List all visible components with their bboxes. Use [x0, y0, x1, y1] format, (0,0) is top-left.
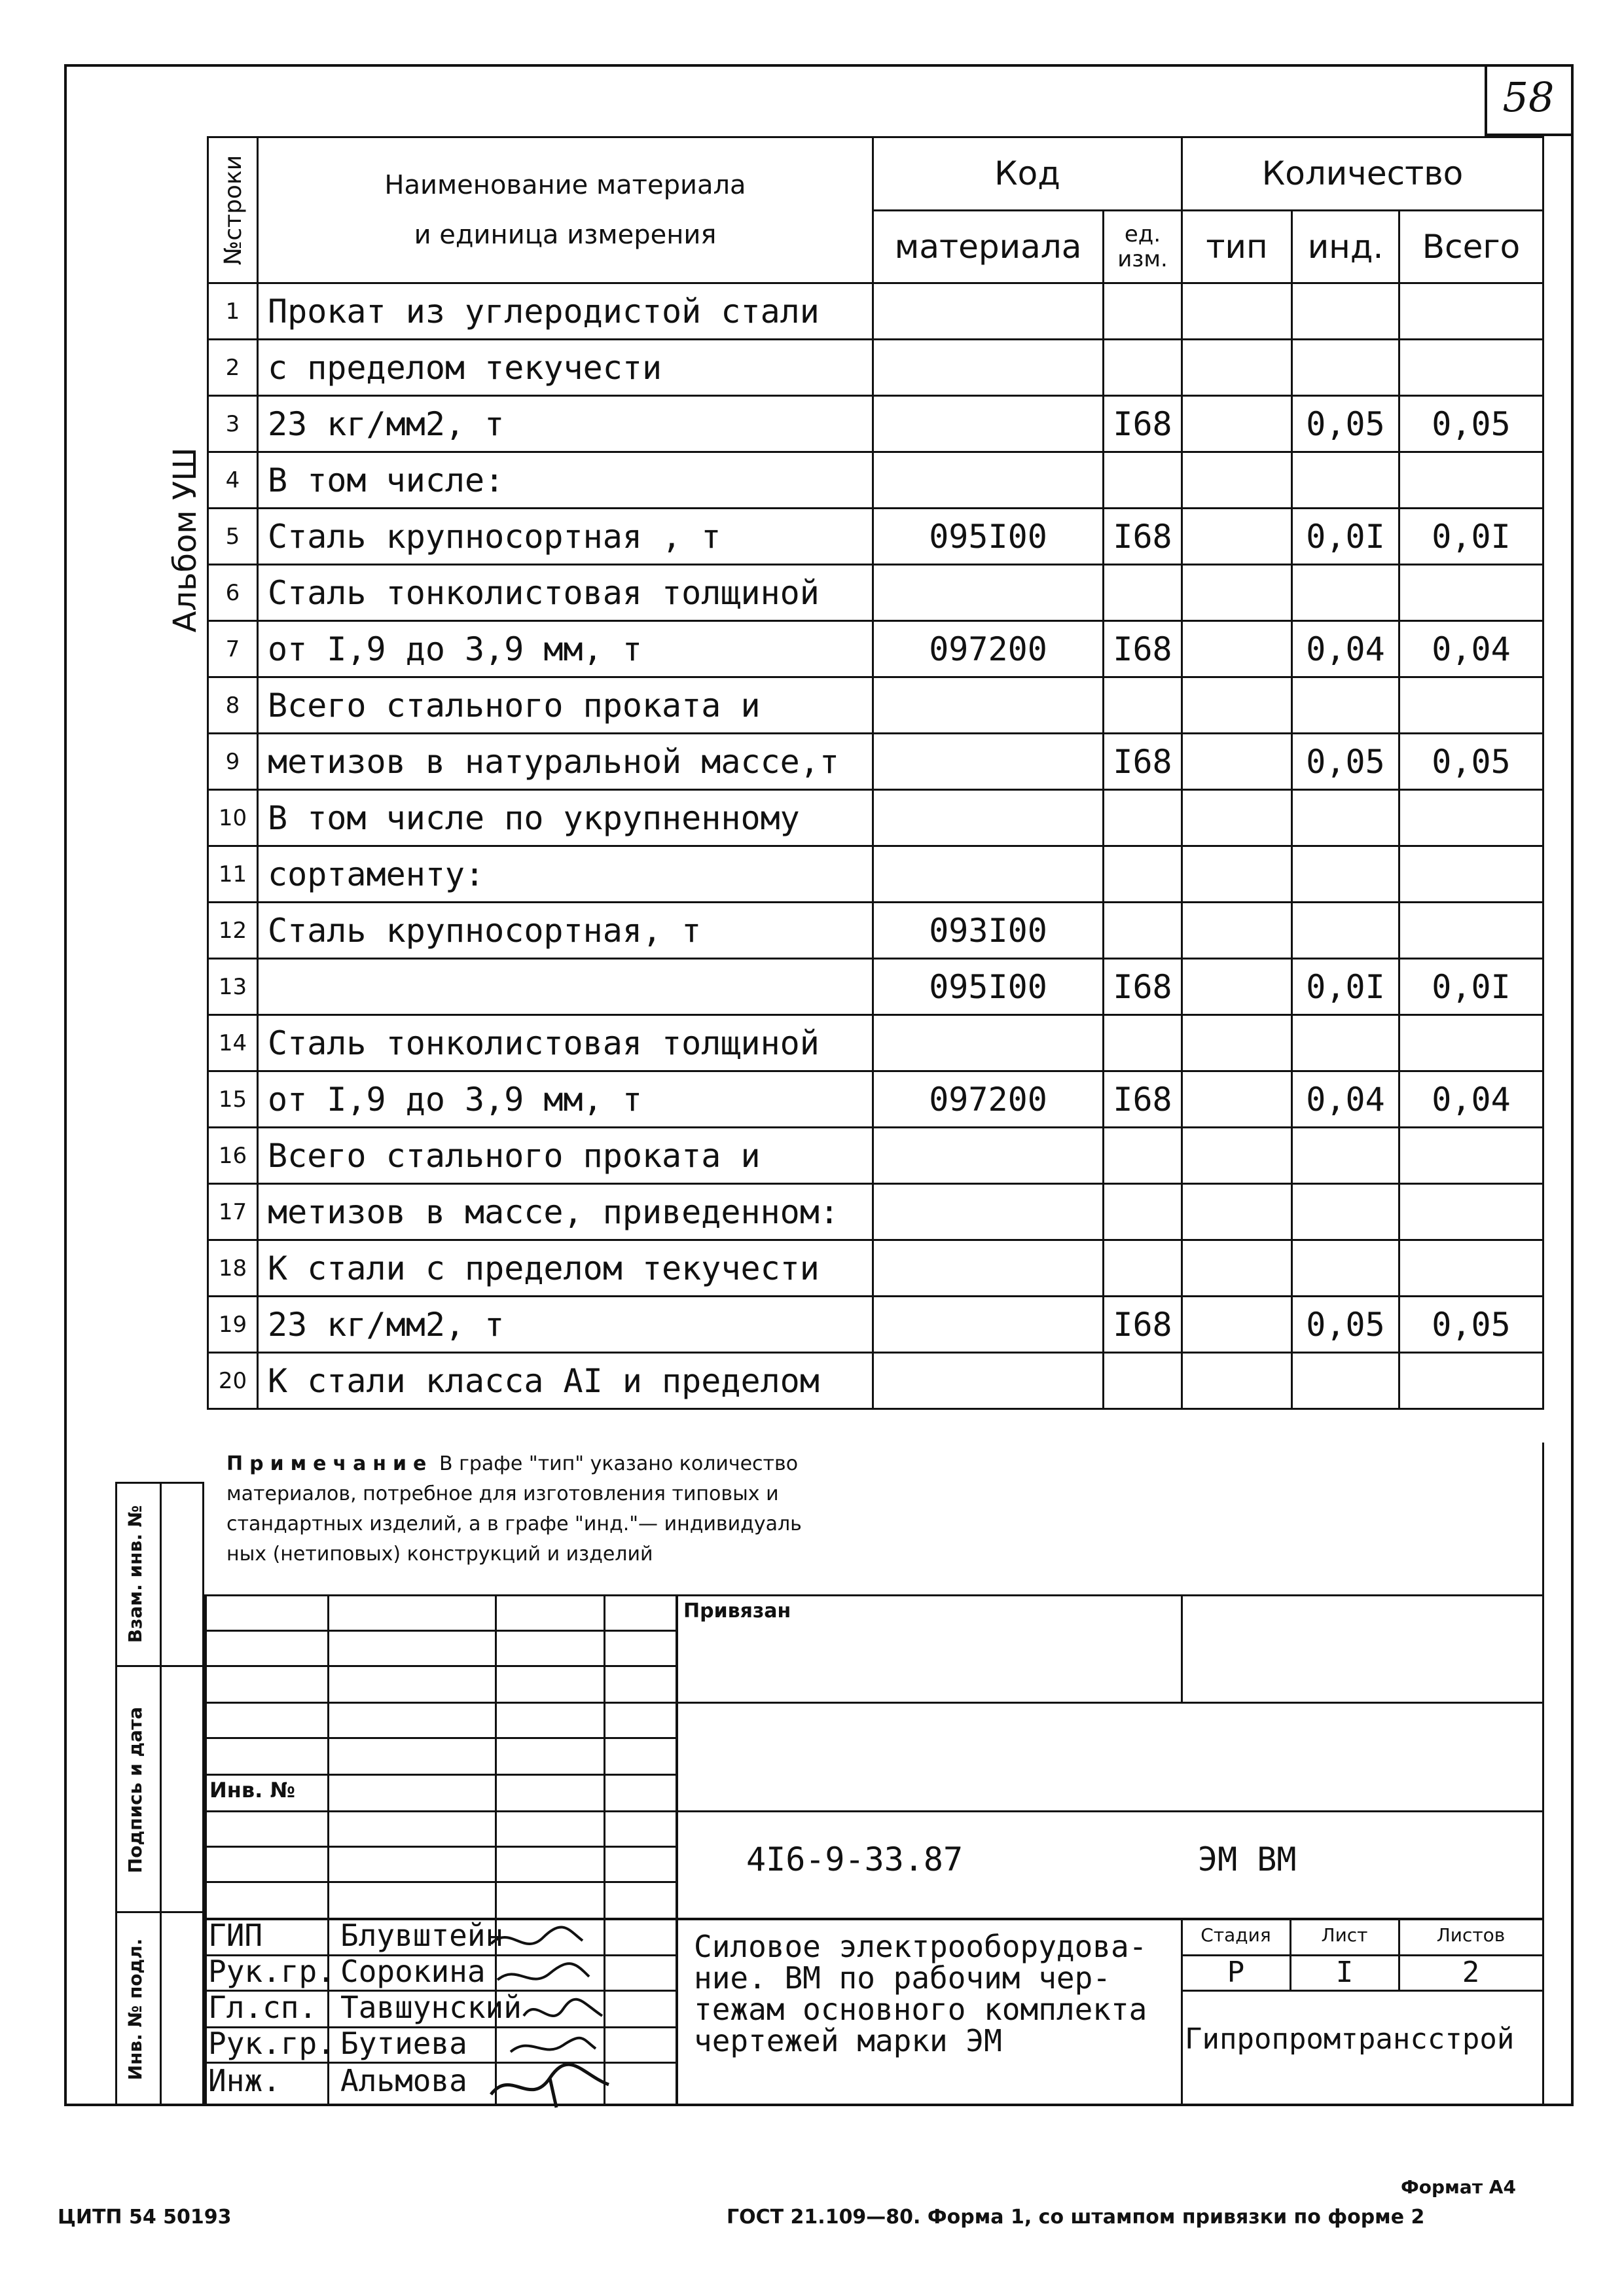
qty-type [1182, 1353, 1292, 1409]
signer-role: Гл.сп. [208, 1990, 317, 2025]
qty-ind [1292, 1184, 1399, 1240]
qty-type [1182, 283, 1292, 340]
unit-code: I68 [1104, 396, 1182, 452]
unit-code [1104, 452, 1182, 509]
row-number: 8 [208, 677, 258, 734]
material-name: Всего стального проката и [258, 1128, 873, 1184]
unit-code: I68 [1104, 509, 1182, 565]
row-number: 7 [208, 621, 258, 677]
total-header: Всего [1399, 210, 1543, 283]
material-code [873, 1184, 1104, 1240]
row-number: 10 [208, 790, 258, 846]
qty-total [1399, 790, 1543, 846]
unit-code [1104, 283, 1182, 340]
material-code: 097200 [873, 1071, 1104, 1128]
qty-type [1182, 1128, 1292, 1184]
signer-name: Бутиева [340, 2026, 467, 2061]
signature-scrawls [484, 1918, 641, 2114]
material-code [873, 677, 1104, 734]
qty-type [1182, 734, 1292, 790]
material-name: сортаменту: [258, 846, 873, 903]
material-code: 097200 [873, 621, 1104, 677]
signer-name: Альмова [340, 2063, 467, 2098]
doc-mark: ЭМ ВМ [1198, 1840, 1297, 1878]
table-row [208, 1353, 1543, 1409]
material-code [873, 565, 1104, 621]
table-row [208, 1071, 1543, 1128]
row-number: 4 [208, 452, 258, 509]
qty-type [1182, 1071, 1292, 1128]
side-label-podpis: Подпись и дата [124, 1706, 146, 1874]
qty-ind [1292, 790, 1399, 846]
table-row [208, 283, 1543, 340]
qty-total [1399, 1240, 1543, 1297]
row-number: 12 [208, 903, 258, 959]
table-row [208, 452, 1543, 509]
material-code [873, 1353, 1104, 1409]
qty-total: 0,0I [1399, 509, 1543, 565]
qty-total: 0,04 [1399, 1071, 1543, 1128]
unit-code: I68 [1104, 734, 1182, 790]
material-name: Сталь крупносортная , т [258, 509, 873, 565]
qty-type [1182, 790, 1292, 846]
qty-ind: 0,05 [1292, 396, 1399, 452]
qty-ind [1292, 1128, 1399, 1184]
name-header: Наименование материала и единица измерения [258, 137, 873, 283]
material-code [873, 1015, 1104, 1071]
signer-name: Тавшунский [340, 1990, 522, 2025]
qty-total [1399, 1015, 1543, 1071]
footer-format: Формат А4 [1401, 2176, 1516, 2198]
qty-type [1182, 452, 1292, 509]
material-code [873, 452, 1104, 509]
signer-role: Инж. [208, 2063, 281, 2098]
material-name: В том числе по укрупненному [258, 790, 873, 846]
page-number: 58 [1502, 73, 1555, 121]
table-row [208, 677, 1543, 734]
qty-ind: 0,04 [1292, 1071, 1399, 1128]
qty-total: 0,0I [1399, 959, 1543, 1015]
table-row [208, 565, 1543, 621]
qty-type [1182, 677, 1292, 734]
material-name: Сталь тонколистовая толщиной [258, 565, 873, 621]
doc-title [694, 1931, 1147, 2056]
table-row [208, 1015, 1543, 1071]
side-label-inv-podl: Инв. № подл. [124, 1938, 146, 2081]
materials-table [207, 136, 1544, 1410]
qty-ind: 0,05 [1292, 1297, 1399, 1353]
quantity-header: Количество [1182, 137, 1543, 211]
qty-ind [1292, 846, 1399, 903]
doc-title-line: чертежей марки ЭМ [694, 2023, 1002, 2058]
qty-ind [1292, 340, 1399, 396]
album-label: Альбом УШ [167, 447, 204, 633]
material-name: с пределом текучести [258, 340, 873, 396]
table-row [208, 1184, 1543, 1240]
material-code: 095I00 [873, 509, 1104, 565]
qty-type [1182, 340, 1292, 396]
signer-role: Рук.гр. [208, 1954, 335, 1989]
side-label-vzam: Взам. инв. № [124, 1505, 146, 1643]
row-number: 9 [208, 734, 258, 790]
table-row [208, 1297, 1543, 1353]
material-code [873, 283, 1104, 340]
signer-name: Сорокина [340, 1954, 486, 1989]
row-number: 3 [208, 396, 258, 452]
unit-code [1104, 565, 1182, 621]
qty-total [1399, 283, 1543, 340]
qty-type [1182, 903, 1292, 959]
qty-type [1182, 959, 1292, 1015]
note-line: материалов, потребное для изготовления типовых и [226, 1482, 779, 1505]
table-row [208, 509, 1543, 565]
type-header: тип [1182, 210, 1292, 283]
qty-type [1182, 509, 1292, 565]
sheet-label: Лист [1321, 1924, 1368, 1946]
inv-no-label: Инв. № [209, 1778, 295, 1803]
row-number: 18 [208, 1240, 258, 1297]
qty-type [1182, 621, 1292, 677]
sheets-value: 2 [1462, 1956, 1480, 1989]
qty-ind: 0,0I [1292, 509, 1399, 565]
unit-code: I68 [1104, 1297, 1182, 1353]
material-code [873, 846, 1104, 903]
material-code [873, 340, 1104, 396]
code-header: Код [873, 137, 1182, 211]
privyazan-label: Привязан [683, 1600, 791, 1623]
unit-code [1104, 340, 1182, 396]
material-name: Всего стального проката и [258, 677, 873, 734]
qty-total [1399, 1353, 1543, 1409]
table-row [208, 1240, 1543, 1297]
material-name: К стали с пределом текучести [258, 1240, 873, 1297]
qty-total: 0,05 [1399, 396, 1543, 452]
row-number: 15 [208, 1071, 258, 1128]
qty-type [1182, 1297, 1292, 1353]
material-code [873, 734, 1104, 790]
doc-title-line: тежам основного комплекта [694, 1992, 1147, 2027]
material-name: Сталь крупносортная, т [258, 903, 873, 959]
table-row [208, 734, 1543, 790]
qty-total [1399, 340, 1543, 396]
material-code: 093I00 [873, 903, 1104, 959]
stage-label: Стадия [1200, 1924, 1271, 1946]
row-number: 17 [208, 1184, 258, 1240]
unit-code [1104, 1240, 1182, 1297]
table-row [208, 1128, 1543, 1184]
qty-ind [1292, 1015, 1399, 1071]
qty-total [1399, 565, 1543, 621]
qty-ind [1292, 283, 1399, 340]
qty-ind [1292, 565, 1399, 621]
unit-code: I68 [1104, 621, 1182, 677]
table-row [208, 903, 1543, 959]
row-number: 2 [208, 340, 258, 396]
material-name [258, 959, 873, 1015]
note-text: В графе "тип" указано количество [439, 1452, 799, 1475]
material-name: метизов в массе, приведенном: [258, 1184, 873, 1240]
qty-ind: 0,05 [1292, 734, 1399, 790]
material-name: от I,9 до 3,9 мм, т [258, 621, 873, 677]
organization: Гипропромтрансстрой [1185, 2022, 1515, 2056]
note-line: стандартных изделий, а в графе "инд."— индивидуаль [226, 1513, 802, 1535]
table-row [208, 340, 1543, 396]
qty-type [1182, 1184, 1292, 1240]
qty-total [1399, 677, 1543, 734]
qty-ind [1292, 903, 1399, 959]
qty-ind: 0,04 [1292, 621, 1399, 677]
unit-code [1104, 1353, 1182, 1409]
note-line: ных (нетиповых) конструкций и изделий [226, 1543, 653, 1566]
material-code [873, 1240, 1104, 1297]
material-code [873, 790, 1104, 846]
unit-code [1104, 1184, 1182, 1240]
row-number: 11 [208, 846, 258, 903]
unit-header: ед. изм. [1104, 210, 1182, 283]
material-name: 23 кг/мм2, т [258, 1297, 873, 1353]
qty-total [1399, 1184, 1543, 1240]
qty-ind: 0,0I [1292, 959, 1399, 1015]
qty-ind [1292, 677, 1399, 734]
material-code [873, 1297, 1104, 1353]
unit-code: I68 [1104, 959, 1182, 1015]
unit-code: I68 [1104, 1071, 1182, 1128]
qty-type [1182, 1015, 1292, 1071]
qty-total: 0,04 [1399, 621, 1543, 677]
unit-code [1104, 1128, 1182, 1184]
unit-code [1104, 903, 1182, 959]
table-row [208, 396, 1543, 452]
signer-role: ГИП [208, 1918, 263, 1953]
doc-code: 4I6-9-33.87 [746, 1840, 964, 1878]
row-number: 19 [208, 1297, 258, 1353]
footer-left: ЦИТП 54 50193 [58, 2206, 232, 2229]
row-number: 13 [208, 959, 258, 1015]
unit-code [1104, 790, 1182, 846]
row-number: 14 [208, 1015, 258, 1071]
qty-type [1182, 396, 1292, 452]
footer-gost: ГОСТ 21.109—80. Форма 1, со штампом привязки по форме 2 [727, 2206, 1425, 2229]
table-row [208, 621, 1543, 677]
qty-total [1399, 846, 1543, 903]
qty-type [1182, 1240, 1292, 1297]
ind-header: инд. [1292, 210, 1399, 283]
material-code [873, 396, 1104, 452]
row-number: 1 [208, 283, 258, 340]
table-row [208, 790, 1543, 846]
doc-title-line: Силовое электрооборудова- [694, 1929, 1147, 1964]
qty-total [1399, 903, 1543, 959]
material-name: В том числе: [258, 452, 873, 509]
table-row [208, 846, 1543, 903]
qty-ind [1292, 452, 1399, 509]
doc-title-line: ние. ВМ по рабочим чер- [694, 1960, 1111, 1996]
signer-name: Блувштейн [340, 1918, 504, 1953]
qty-ind [1292, 1240, 1399, 1297]
stage-value: Р [1227, 1956, 1245, 1989]
signer-role: Рук.гр. [208, 2026, 335, 2061]
qty-total [1399, 1128, 1543, 1184]
qty-type [1182, 846, 1292, 903]
material-name: от I,9 до 3,9 мм, т [258, 1071, 873, 1128]
material-name: метизов в натуральной массе,т [258, 734, 873, 790]
note-heading: Примечание [226, 1452, 433, 1475]
material-name: К стали класса АI и пределом [258, 1353, 873, 1409]
unit-code [1104, 846, 1182, 903]
sheets-label: Листов [1436, 1924, 1506, 1946]
qty-type [1182, 565, 1292, 621]
sheet-value: I [1335, 1956, 1354, 1989]
qty-total: 0,05 [1399, 734, 1543, 790]
qty-total: 0,05 [1399, 1297, 1543, 1353]
unit-code [1104, 1015, 1182, 1071]
material-code [873, 1128, 1104, 1184]
row-number: 5 [208, 509, 258, 565]
qty-total [1399, 452, 1543, 509]
material-name: Сталь тонколистовая толщиной [258, 1015, 873, 1071]
note [226, 1449, 1274, 1570]
row-number-header: №строки [208, 137, 258, 283]
table-row [208, 959, 1543, 1015]
row-number: 6 [208, 565, 258, 621]
code-material-header: материала [873, 210, 1104, 283]
row-number: 16 [208, 1128, 258, 1184]
material-name: Прокат из углеродистой стали [258, 283, 873, 340]
unit-code [1104, 677, 1182, 734]
qty-ind [1292, 1353, 1399, 1409]
material-name: 23 кг/мм2, т [258, 396, 873, 452]
material-code: 095I00 [873, 959, 1104, 1015]
row-number: 20 [208, 1353, 258, 1409]
